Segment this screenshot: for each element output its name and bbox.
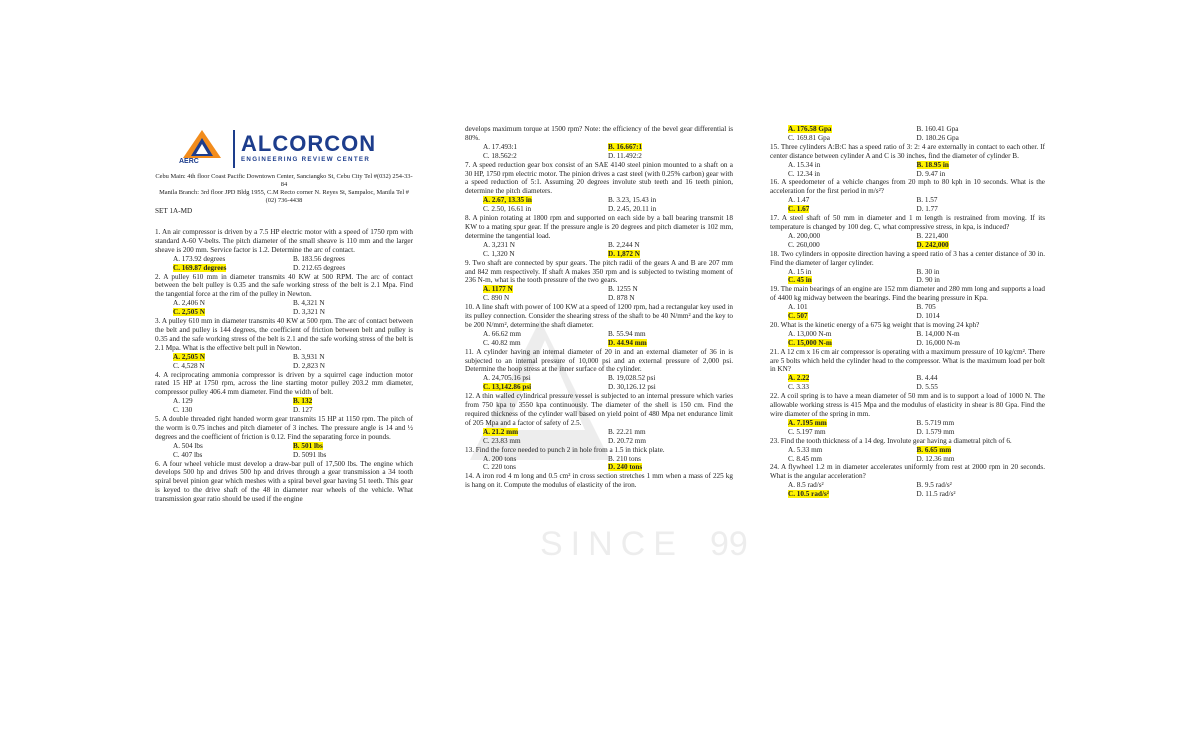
question-text: 8. A pinion rotating at 1800 rpm and supported on each side by a ball bearing transmit 18 KW to a mating spur gear. If the pressure angle is 20 degrees and pitch diameter is 102 mm, determine the tangential load. [465,214,733,240]
question-text: 14. A iron rod 4 m long and 0.5 cm² in cross section stretches 1 mm when a mass of 225 kg is hang on it. Compute the modulus of elasticity of the iron. [465,472,733,490]
choice-a: A. 13,000 N-m [788,329,832,338]
choices [770,196,1045,214]
brand-name: ALCORCON [241,131,377,156]
question-text: 21. A 12 cm x 16 cm air compressor is operating with a maximum pressure of 10 kg/cm². There are 5 bolts which held the cylinder head to the compressor. What is the maximum load per bolt in KN? [770,347,1045,374]
choice-b: B. 160.41 Gpa [916,125,959,133]
choice-a: A. 176.58 Gpa [788,125,832,133]
question-block [465,348,733,393]
choice-d: D. 240 tons [608,463,643,472]
question-text: 10. A line shaft with power of 100 KW at a speed of 1200 rpm, had a rectangular key used in its pulley connection. Consider the shearing stress of the shaft to be 40 N/mm² and the key to be 200 N/mm², determine the shaft diameter. [465,303,733,329]
question-block [155,273,413,318]
choice-b: B. 183.56 degrees [293,254,345,263]
column-3 [770,125,1045,499]
choice-a: A. 200 tons [483,454,517,463]
question-text: 4. A reciprocating ammonia compressor is driven by a squirrel cage induction motor rated 15 HP at 1750 rpm, across the line starting motor pulley 203.2 mm diameter, compressor pulley 406.4 mm diameter. Find the width of belt. [155,370,413,397]
choice-c: C. 407 lbs [173,450,203,459]
choice-a: A. 173.92 degrees [173,254,226,263]
choice-c: C. 1.67 [788,205,810,214]
choice-c: C. 1,320 N [483,249,515,258]
manila-address: Manila Branch: 3rd floor JPD Bldg 1955, C.M Recto corner N. Reyes St, Sampaloc, Manila Tel # (02) 736-4438 [159,189,409,204]
choice-b: B. 3,931 N [293,352,325,361]
question-block [770,178,1045,214]
question-text: 13. Find the force needed to punch 2 in hole from a 1.5 in thick plate. [465,445,665,454]
choices [155,299,413,317]
choice-b: B. 16.667:1 [608,142,643,151]
choice-c: C. 45 in [788,276,812,285]
choice-b: B. 55.94 mm [608,329,646,338]
choice-d: D. 2.45, 20.11 in [608,205,657,214]
question-text: 19. The main bearings of an engine are 152 mm diameter and 280 mm long and supports a load of 4400 kg midway between the bearings. Find the bearing pressure in Kpa. [770,285,1045,303]
question-block [465,259,733,304]
choice-b: B. 9.5 rad/s² [916,481,952,490]
choice-c: C. 23.83 mm [483,436,521,445]
choice-b: B. 30 in [916,267,940,276]
choices [465,196,733,214]
question-block [770,143,1045,179]
choices [770,232,1045,250]
watermark-year: 99 [710,525,748,563]
choice-a: A. 24,705.16 psi [483,374,531,383]
choice-d: D. 20.72 mm [608,436,646,445]
choice-d: D. 1,872 N [608,249,640,258]
choice-a: A. 66.62 mm [483,329,521,338]
choice-b: B. 5.719 mm [916,418,955,427]
question-text: 18. Two cylinders in opposite direction having a speed ratio of 3 has a center distance of 30 in. Find the diameter of larger cylinder. [770,249,1045,267]
choices [770,446,1045,464]
choice-a: A. 504 lbs [173,441,203,450]
question-text: 11. A cylinder having an internal diameter of 20 in and an external diameter of 36 in is subjected to an internal pressure of 10,000 psi and an external pressure of 2,000 psi. Determine the hoop stress at the inner surface of the cylinder. [465,347,733,374]
question-text: 12. A thin walled cylindrical pressure vessel is subjected to an internal pressure which varies from 750 kpa to 3550 kpa continuously. The diameter of the shell is 150 cm. Find the required thickness of the cylinder wall based on yield point of 480 Mpa net endurance limit of 205 Mpa and a factor of safety of 2.5. [465,392,733,427]
question-block [465,392,733,445]
choice-c: C. 130 [173,406,193,415]
choice-b: B. 3.23, 15.43 in [608,196,657,205]
question-block [465,446,733,473]
choice-c: C. 507 [788,312,808,321]
choice-a: A. 1.47 [788,196,810,205]
choice-a: A. 7.195 mm [788,418,827,427]
choice-d: D. 1014 [916,312,940,321]
question-block [155,415,413,460]
question-text: 3. A pulley 610 mm in diameter transmits 40 KW at 500 rpm. The arc of contact between the belt and pulley is 144 degrees, the coefficient of friction between belt and pulley is 0.35 and the safe working stress of the belt is 2.1 and the safe working stress of the belt is 2.1 Mpa. What is the effective belt pull in Newton. [155,317,413,352]
logo-text: AERC [179,158,199,165]
choice-a: A. 21.2 mm [483,427,519,436]
choice-b: B. 22.21 mm [608,427,646,436]
question-text: 1. An air compressor is driven by a 7.5 HP electric motor with a speed of 1750 rpm with standard A-60 V-belts. The pitch diameter of the small sheave is 110 mm and the larger sheave is 200 mm. Service factor is 1.2. Determine the arc of contact. [155,228,413,254]
choice-c: C. 169.87 degrees [173,263,227,272]
choices [770,374,1045,392]
question-block [465,214,733,259]
question-block [770,437,1045,464]
choice-a: A. 2.67, 13.35 in [483,196,532,205]
question-block [155,317,413,370]
choices [770,161,1045,179]
choices [465,330,733,348]
choice-a: A. 2,406 N [173,299,205,308]
question-block [155,228,413,273]
choice-a: A. 200,000 [788,231,821,240]
question-text: 5. A double threaded right handed worm gear transmits 15 HP at 1150 rpm. The pitch of the worm is 0.75 inches and pitch diameter of 3 inches. The pressure angle is 14 and ½ degrees and the coefficient of friction is 0.12. Find the separating force in pounds. [155,415,413,441]
choices [465,143,733,161]
choice-c: C. 169.81 Gpa [788,133,830,142]
choice-a: A. 3,231 N [483,240,515,249]
choice-d: D. 878 N [608,294,635,303]
question-block [770,392,1045,437]
set-id: SET 1A-MD [155,207,193,215]
choice-a: A. 129 [173,397,193,406]
choice-d: D. 5.55 [916,383,938,392]
cebu-address: Cebu Main: 4th floor Coast Pacific Downtown Center, Sanciangko St, Cebu City Tel #(032) 254-33-84 [155,173,413,188]
choice-b: B. 221,400 [916,231,949,240]
choice-a: A. 2.22 [788,374,810,383]
choice-a: A. 1177 N [483,285,513,294]
choices [770,419,1045,437]
choice-b: B. 4,321 N [293,299,325,308]
choice-c: C. 5.197 mm [788,427,826,436]
choice-c: C. 220 tons [483,463,516,472]
choice-c: C. 13,142.86 psi [483,383,532,392]
choices [770,330,1045,348]
question-text: develops maximum torque at 1500 rpm? Note: the efficiency of the bevel gear differential is 80%. [465,125,733,142]
choice-d: D. 242,000 [916,240,949,249]
choice-c: C. 2.50, 16.61 in [483,205,532,214]
choice-b: B. 210 tons [608,454,641,463]
question-block [465,303,733,348]
choice-d: D. 2,823 N [293,361,325,370]
question-block [465,472,733,490]
choice-d: D. 44.94 mm [608,338,647,347]
choice-c: C. 260,000 [788,240,820,249]
question-text: 6. A four wheel vehicle must develop a draw-bar pull of 17,500 lbs. The engine which develops 500 hp and drives 500 hp and drives through a gear transmission a 34 tooth spiral bevel pinion gear which meshes with a spiral bevel gear having 51 teeth. This gear is keyed to the drive shaft of the 48 in diameter rear wheels of the vehicle. What transmission gear ratio should be used if the engine [155,459,413,504]
choice-b: B. 4.44 [916,374,938,383]
choices [155,353,413,371]
question-block [770,321,1045,348]
choice-b: B. 501 lbs [293,441,323,450]
choice-c: C. 12.34 in [788,169,820,178]
question-block [155,460,413,505]
choices [155,397,413,415]
choice-b: B. 705 [916,303,936,312]
question-block [770,285,1045,321]
choices [770,268,1045,286]
choice-a: A. 17.493:1 [483,142,518,151]
choice-c: C. 890 N [483,294,510,303]
choice-a: A. 8.5 rad/s² [788,481,824,490]
choices [770,125,1045,143]
choices [465,285,733,303]
choice-b: B. 19,028.52 psi [608,374,656,383]
question-text: 2. A pulley 610 mm in diameter transmits 40 KW at 500 RPM. The arc of contact between the belt pulley is 0.35 and the safe working stress of the belt is 2.1 Mpa. Find the tangential force at the rim of the pulley in Newton. [155,272,413,299]
choice-d: D. 180.26 Gpa [916,133,959,142]
choice-d: D. 11.492:2 [608,151,642,160]
choices [770,481,1045,499]
choice-c: C. 3.33 [788,383,809,392]
question-block [770,463,1045,499]
choice-d: D. 3,321 N [293,308,325,317]
question-text: 20. What is the kinetic energy of a 675 kg weight that is moving 24 kph? [770,320,980,329]
choice-b: B. 132 [293,397,313,406]
question-block [770,214,1045,250]
question-block [770,250,1045,286]
choice-c: C. 8.45 mm [788,454,822,463]
choice-d: D. 127 [293,406,313,415]
question-text: 23. Find the tooth thickness of a 14 deg. Involute gear having a diametral pitch of 6. [770,436,1012,445]
question-text: 16. A speedometer of a vehicle changes from 20 mph to 80 kph in 10 seconds. What is the acceleration for the first period in m/s²? [770,178,1045,196]
watermark-since: SINCE [540,525,684,563]
choice-d: D. 12.36 mm [916,454,955,463]
choice-b: B. 6.65 mm [916,445,952,454]
question-block [770,348,1045,393]
choice-c: C. 4,528 N [173,361,205,370]
brand-tagline: ENGINEERING REVIEW CENTER [241,156,371,163]
choice-c: C. 15,000 N-m [788,338,832,347]
choice-c: C. 40.82 mm [483,338,521,347]
choice-d: D. 5091 lbs [293,450,327,459]
choice-a: A. 15.34 in [788,160,821,169]
choice-d: D. 90 in [916,276,940,285]
choice-d: D. 30,126.12 psi [608,383,656,392]
question-block [465,125,733,161]
choices [465,455,733,473]
choices [465,374,733,392]
question-text: 17. A steel shaft of 50 mm in diameter and 1 m length is restrained from moving. If its temperature is changed by 100 deg. C, what compressive stress, in kpa, is induced? [770,214,1045,231]
choice-d: D. 1.579 mm [916,427,955,436]
question-block [465,161,733,214]
question-text: 15. Three cylinders A:B:C has a speed ratio of 3: 2: 4 are externally in contact to each other. If center distance between cylinder A and C is 30 inches, find the diameter of cylinder B. [770,142,1045,160]
choice-b: B. 18.95 in [916,160,949,169]
choices [770,303,1045,321]
choices [465,428,733,446]
choice-a: A. 101 [788,303,808,312]
choices [155,442,413,460]
choice-d: D. 212.65 degrees [293,263,346,272]
choice-d: D. 16,000 N-m [916,338,961,347]
choice-c: C. 10.5 rad/s² [788,490,829,499]
column-2 [465,125,733,490]
question-text: 24. A flywheel 1.2 m in diameter accelerates uniformly from rest at 2000 rpm in 20 seconds. What is the angular acceleration? [770,463,1045,481]
choice-b: B. 14,000 N-m [916,329,960,338]
choice-c: C. 18.562:2 [483,151,517,160]
choice-a: A. 2,505 N [173,352,205,361]
choice-b: B. 1255 N [608,285,638,294]
choice-d: D. 9.47 in [916,169,946,178]
choice-b: B. 2,244 N [608,240,640,249]
question-block [155,371,413,416]
choice-d: D. 11.5 rad/s² [916,490,956,499]
question-block [770,125,1045,143]
choices [465,241,733,259]
column-1 [155,128,413,504]
question-text: 9. Two shaft are connected by spur gears. The pitch radii of the gears A and B are 207 mm and 842 mm respectively. If shaft A makes 350 rpm and is subjected to twisting moment of 236 N-m, what is the tooth pressure of the two gears. [465,258,733,285]
choice-a: A. 5.33 mm [788,445,823,454]
choice-d: D. 1.77 [916,205,938,214]
question-text: 22. A coil spring is to have a mean diameter of 50 mm and is to support a load of 1000 N. The allowable working stress is 415 Mpa and the modulus of elasticity in shear is 80 Gpa. Find the wire diameter of the spring in mm. [770,392,1045,418]
choices [155,255,413,273]
choice-b: B. 1.57 [916,196,938,205]
choice-a: A. 15 in [788,267,812,276]
choice-c: C. 2,505 N [173,308,205,317]
question-text: 7. A speed reduction gear box consist of an SAE 4140 steel pinion mounted to a shaft on a 30 HP, 1750 rpm electric motor. The pinion drives a cast steel (with 0.25% carbon) gear with a speed reduction of 5:1. Assuming 20 degrees involute stub teeth and 16 teeth pinion, determine the pitch diameters. [465,160,733,196]
